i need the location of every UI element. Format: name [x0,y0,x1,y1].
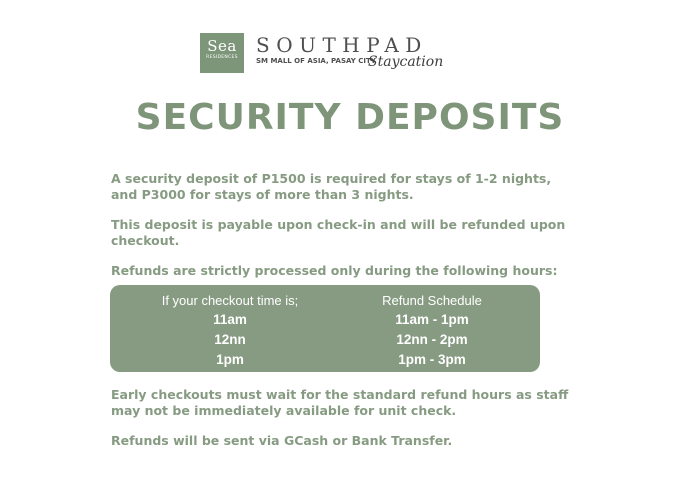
early-checkout-paragraph: Early checkouts must wait for the standard refund hours as staff may not be immediately available for unit check. [111,387,569,418]
checkout-time-column [130,291,330,370]
brand-script-logo: Staycation [368,54,444,70]
table-cell: 12nn - 2pm [396,332,468,347]
page-title: SECURITY DEPOSITS [135,97,565,138]
table-header-refund: Refund Schedule [382,293,482,308]
brand-location: SM MALL OF ASIA, PASAY CITY [256,57,376,65]
refund-hours-intro: Refunds are strictly processed only during the following hours: [111,263,558,278]
deposit-amount-paragraph: A security deposit of P1500 is required for stays of 1-2 nights, and P3000 for stays of more than 3 nights. [111,171,552,202]
logo-sub-text: RESIDENCES [206,55,238,60]
sea-residences-logo [200,33,244,73]
refund-schedule-table [110,285,540,372]
table-cell: 11am - 1pm [395,312,469,327]
table-header-checkout: If your checkout time is; [161,293,299,308]
brand-name: SOUTHPAD [256,33,428,57]
payment-timing-paragraph: This deposit is payable upon check-in and will be refunded upon checkout. [111,217,566,248]
table-cell: 11am [213,312,247,327]
table-cell: 12nn [214,332,246,347]
refund-schedule-column [334,291,530,370]
table-cell: 1pm - 3pm [398,352,466,367]
table-cell: 1pm [216,352,244,367]
logo-main-text: Sea [207,37,237,55]
refund-method-paragraph: Refunds will be sent via GCash or Bank Transfer. [111,433,453,448]
